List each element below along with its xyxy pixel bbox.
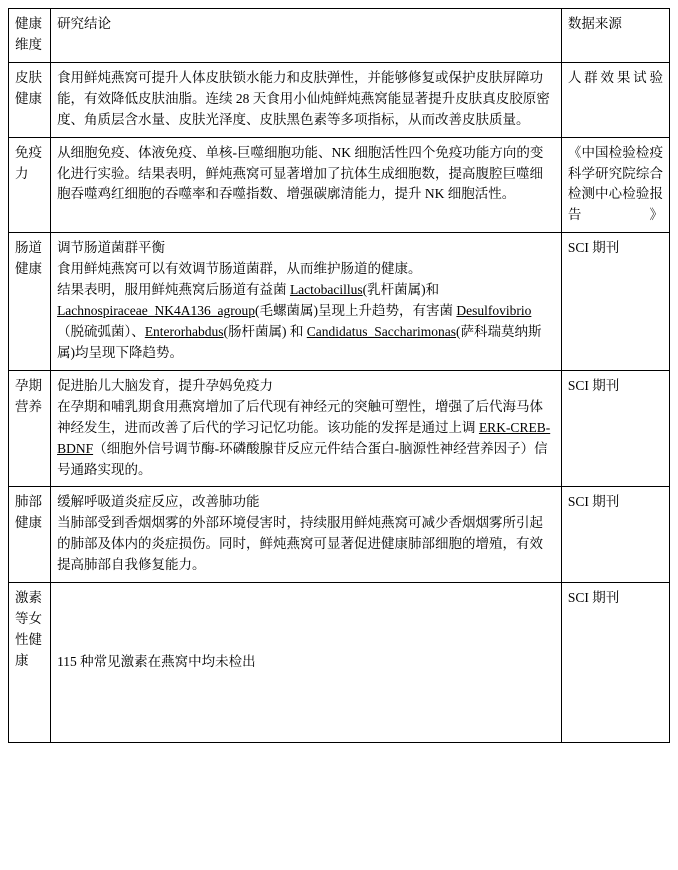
row-dimension-gut: 肠道健康 (9, 233, 51, 371)
conclusion-paragraph: 缓解呼吸道炎症反应，改善肺功能 (57, 494, 260, 510)
column-header-source: 数据来源 (561, 9, 669, 63)
row-source-gut: SCI 期刊 (561, 233, 669, 371)
table-row (9, 370, 670, 487)
row-conclusion-immunity (51, 137, 562, 233)
row-dimension-hormone: 激素等女性健康 (9, 583, 51, 743)
row-dimension-lung: 肺部健康 (9, 487, 51, 583)
row-source-lung: SCI 期刊 (561, 487, 669, 583)
table-header-row (9, 9, 670, 63)
column-header-conclusion: 研究结论 (51, 9, 562, 63)
column-header-dimension: 健康维度 (9, 9, 51, 63)
row-source-pregnancy: SCI 期刊 (561, 370, 669, 487)
conclusion-paragraph: 当肺部受到香烟烟雾的外部环境侵害时，持续服用鲜炖燕窝可减少香烟烟雾所引起的肺部及体内的炎症损伤。同时，鲜炖燕窝可显著促进健康肺部细胞的增殖，有效提高肺部自我修复能力。 (57, 515, 544, 573)
conclusion-paragraph: 食用鲜炖燕窝可提升人体皮肤锁水能力和皮肤弹性，并能够修复或保护皮肤屏障功能，有效降低皮肤油脂。连续 28 天食用小仙炖鲜炖燕窝能显著提升皮肤真皮胶原密度、角质层含水量、皮肤光泽度、皮肤黑色素等多项指标，从而改善皮肤质量。 (57, 69, 550, 127)
research-conclusions-table (8, 8, 670, 743)
row-dimension-skin: 皮肤健康 (9, 62, 51, 137)
row-source-immunity: 《中国检验检疫科学研究院综合检测中心检验报告》 (561, 137, 669, 233)
conclusion-paragraph: 结果表明，服用鲜炖燕窝后肠道有益菌 Lactobacillus(乳杆菌属)和 Lachnospiraceae_NK4A136_agroup(毛螺菌属)呈现上升趋势，有害菌 Desulfovibrio（脱硫弧菌）、Enterorhabdus(肠杆菌属) 和 Candidatus_Saccharimonas(萨科瑞莫纳斯属)均呈现下降趋势。 (57, 282, 542, 360)
table-row (9, 62, 670, 137)
table-row (9, 137, 670, 233)
row-dimension-immunity: 免疫力 (9, 137, 51, 233)
conclusion-paragraph: 促进胎儿大脑发育，提升孕妈免疫力 (57, 377, 274, 393)
table-row (9, 487, 670, 583)
row-source-hormone: SCI 期刊 (561, 583, 669, 743)
table-row (9, 583, 670, 743)
row-conclusion-lung (51, 487, 562, 583)
row-conclusion-pregnancy (51, 370, 562, 487)
row-conclusion-skin (51, 62, 562, 137)
conclusion-paragraph: 在孕期和哺乳期食用燕窝增加了后代现有神经元的突触可塑性，增强了后代海马体神经发生，进而改善了后代的学习记忆功能。该功能的发挥是通过上调 ERK-CREB-BDNF（细胞外信号调节酶-环磷酸腺苷反应元件结合蛋白-脑源性神经营养因子）信号通路实现的。 (57, 398, 551, 477)
row-dimension-pregnancy: 孕期营养 (9, 370, 51, 487)
conclusion-paragraph: 115 种常见激素在燕窝中均未检出 (57, 653, 256, 669)
table-row (9, 233, 670, 371)
row-conclusion-gut (51, 233, 562, 371)
row-source-skin: 人群效果试验 (561, 62, 669, 137)
conclusion-paragraph: 调节肠道菌群平衡 (57, 240, 166, 256)
conclusion-paragraph: 食用鲜炖燕窝可以有效调节肠道菌群，从而维护肠道的健康。 (57, 261, 422, 277)
row-conclusion-hormone (51, 583, 562, 743)
conclusion-paragraph: 从细胞免疫、体液免疫、单核-巨噬细胞功能、NK 细胞活性四个免疫功能方向的变化进行实验。结果表明，鲜炖燕窝可显著增加了抗体生成细胞数，提高腹腔巨噬细胞吞噬鸡红细胞的吞噬率和吞噬指数、增强碳廓清能力，提升 NK 细胞活性。 (57, 144, 544, 202)
